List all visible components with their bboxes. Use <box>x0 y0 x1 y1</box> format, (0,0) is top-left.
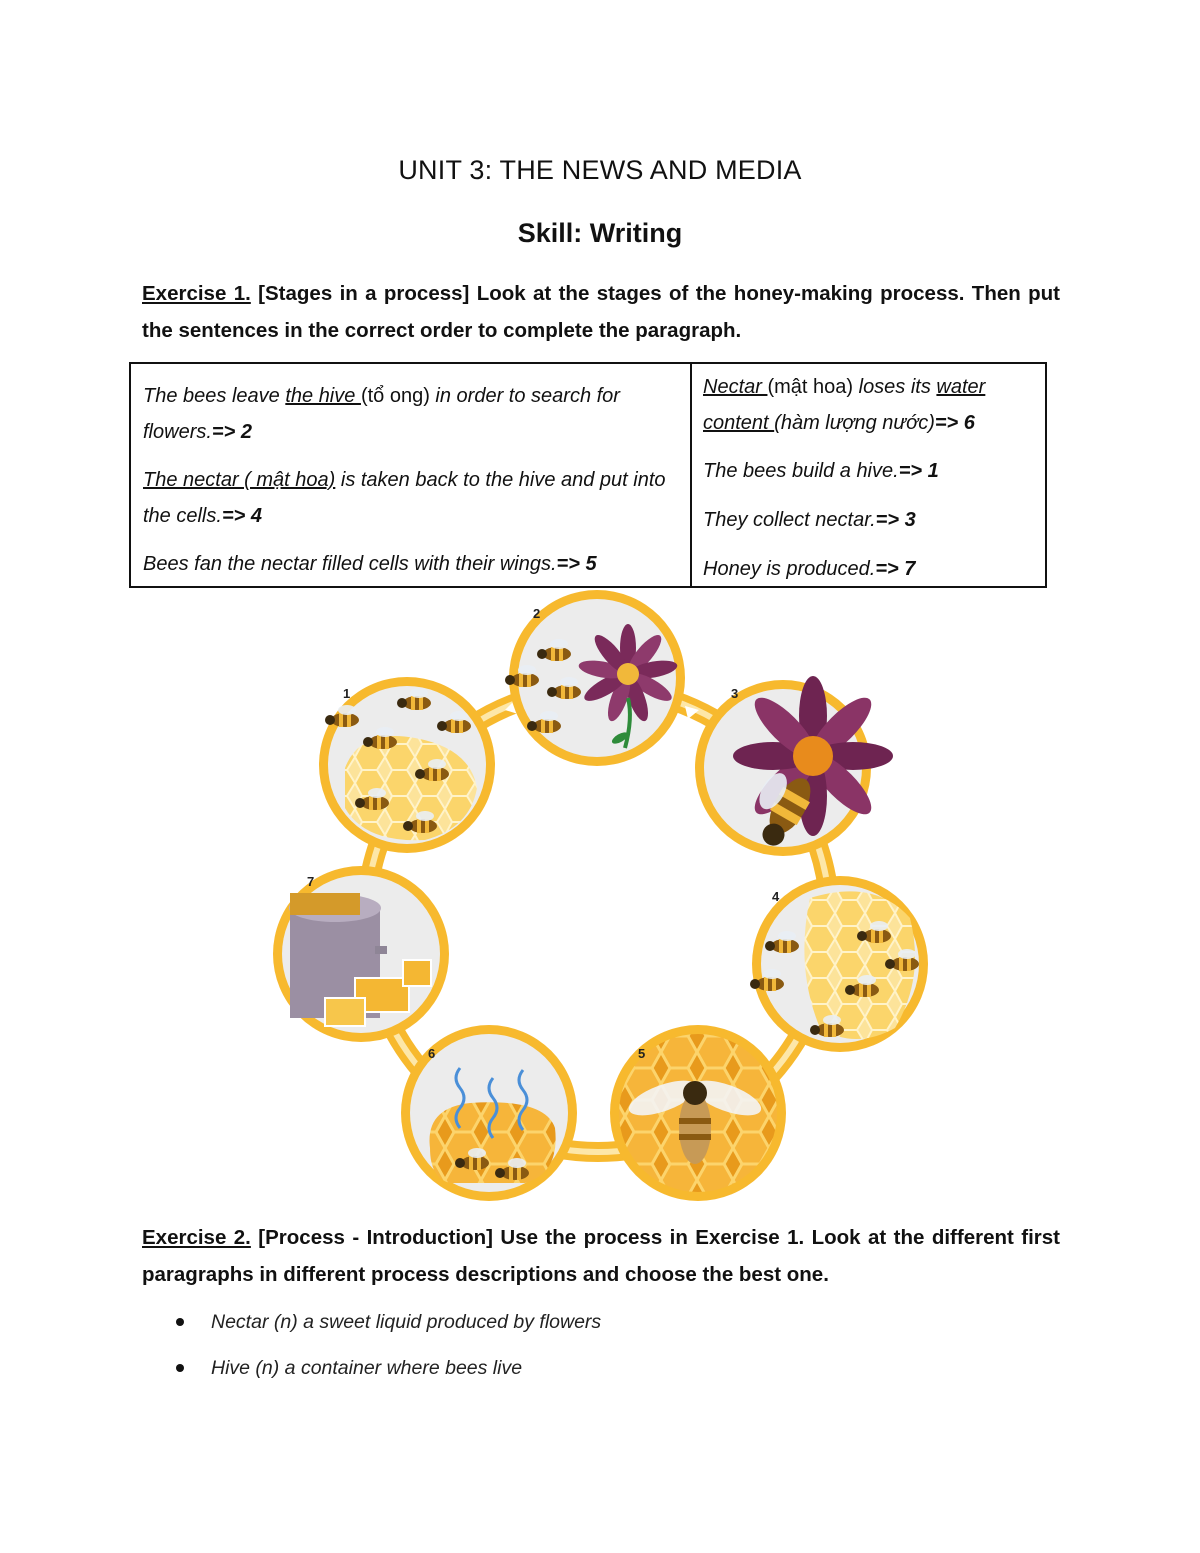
skill-title: Skill: Writing <box>517 218 683 248</box>
stage-number-1: 1 <box>343 686 351 701</box>
stage-sentence <box>143 462 680 534</box>
stage-sentence <box>143 546 680 582</box>
answer-number: => 5 <box>556 553 597 575</box>
translation: (mật hoa) <box>767 376 854 398</box>
bullet-icon <box>176 1318 184 1326</box>
stage-1-build-hive <box>319 677 495 853</box>
stage-number-3: 3 <box>731 686 739 701</box>
sentence-text: They collect nectar. <box>703 509 876 531</box>
sentence-text: The bees build a hive. <box>703 460 899 482</box>
exercise-1-text: [Stages in a process] Look at the stages of the honey-making process. Then put the sentences in the correct order to complete the paragraph. <box>142 282 1060 342</box>
answer-number: => 1 <box>898 460 939 482</box>
arrow-icon <box>802 1053 813 1066</box>
stage-sentence <box>703 369 1035 441</box>
underlined-term: the hive <box>285 385 361 407</box>
underlined-term: The nectar ( mật hoa) <box>143 469 336 491</box>
sentence-text: is taken back to the hive and put into the cells. <box>143 469 666 527</box>
answer-number: => 3 <box>875 509 916 531</box>
honey-process-diagram <box>265 588 930 1208</box>
stage-number-5: 5 <box>638 1046 646 1061</box>
stage-7-honey-produced <box>273 866 449 1042</box>
exercise-2-instruction <box>142 1219 1060 1293</box>
list-item <box>174 1306 601 1352</box>
stage-3-collect-nectar <box>695 676 893 856</box>
exercise-2-text: [Process - Introduction] Use the process in Exercise 1. Look at the different first paragraphs in different process descriptions and choose the best one. <box>142 1226 1060 1286</box>
arrow-icon <box>586 1105 598 1119</box>
answer-number: => 7 <box>875 558 916 580</box>
vocab-list <box>174 1306 601 1398</box>
stage-number-4: 4 <box>772 889 780 904</box>
stage-number-6: 6 <box>428 1046 436 1061</box>
stage-5-fan-wings <box>610 1025 786 1201</box>
exercise-1-instruction <box>142 275 1060 349</box>
sentence-text: The bees leave <box>143 385 286 407</box>
stage-number-2: 2 <box>533 606 541 621</box>
underlined-term: Nectar <box>703 376 768 398</box>
answer-number: => 6 <box>934 412 975 434</box>
stages-column-right <box>692 364 1045 586</box>
exercise-1-label: Exercise 1. <box>142 282 251 305</box>
stages-column-left <box>131 364 692 586</box>
sentence-text: Honey is produced. <box>703 558 876 580</box>
list-item <box>174 1352 601 1398</box>
sentence-text: in order to search for flowers. <box>143 385 620 443</box>
vocab-definition: Hive (n) a container where bees live <box>211 1357 523 1379</box>
translation: (hàm lượng nước) <box>774 412 935 434</box>
bullet-icon <box>176 1364 184 1372</box>
sentence-text: Bees fan the nectar filled cells with their wings. <box>143 553 557 575</box>
answer-number: => 4 <box>221 505 262 527</box>
stage-sentence <box>703 453 1035 489</box>
underlined-term: water content <box>703 376 986 434</box>
translation: (tổ ong) <box>360 385 430 407</box>
vocab-definition: Nectar (n) a sweet liquid produced by flowers <box>211 1311 602 1333</box>
answer-number: => 2 <box>211 421 252 443</box>
stages-table <box>129 362 1047 588</box>
unit-title: UNIT 3: THE NEWS AND MEDIA <box>398 155 802 185</box>
stage-number-7: 7 <box>307 874 315 889</box>
stage-sentence <box>703 551 1035 587</box>
stage-sentence <box>143 378 680 450</box>
exercise-2-label: Exercise 2. <box>142 1226 251 1249</box>
stage-sentence <box>703 502 1035 538</box>
sentence-text: loses its <box>853 376 937 398</box>
stage-2-search-flowers <box>505 590 685 766</box>
